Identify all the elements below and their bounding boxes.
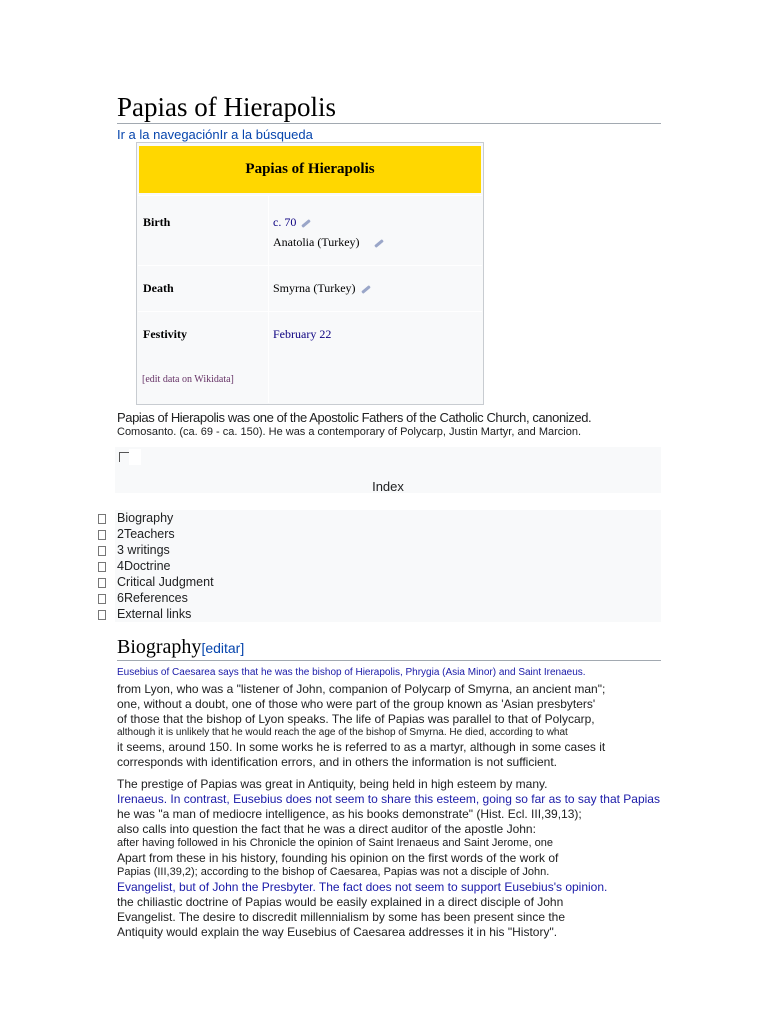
birth-place: Anatolia (Turkey) <box>273 235 384 250</box>
paragraph-line: Papias (III,39,2); according to the bishop of Caesarea, Papias was not a disciple of John. <box>117 866 550 878</box>
toc-list: Biography 2Teachers 3 writings 4Doctrine Critical Judgment 6References External links <box>115 510 661 622</box>
intro-line: Papias of Hierapolis was one of the Apostolic Fathers of the Catholic Church, canonized. <box>117 410 592 425</box>
death-label: Death <box>143 281 174 295</box>
toc-title: Index <box>372 479 404 494</box>
death-place: Smyrna (Turkey) <box>273 281 371 296</box>
title-divider <box>117 123 661 124</box>
paragraph-line: the chiliastic doctrine of Papias would be easily explained in a direct disciple of John <box>117 895 564 909</box>
section-divider <box>117 660 661 661</box>
toc-toggle-background <box>129 449 141 465</box>
checkbox-icon <box>98 562 106 572</box>
edit-section-link[interactable]: [editar] <box>201 640 245 656</box>
edit-wikidata-link[interactable]: [edit data on Wikidata] <box>142 374 234 385</box>
infobox-row-birth <box>138 195 482 266</box>
paragraph-line: Evangelist, but of John the Presbyter. The fact does not seem to support Eusebius's opinion. <box>117 880 608 894</box>
infobox-row-festivity <box>138 311 482 356</box>
pencil-icon[interactable] <box>361 285 371 294</box>
paragraph-line: Apart from these in his history, founding his opinion on the first words of the work of <box>117 851 559 865</box>
pencil-icon[interactable] <box>302 219 312 228</box>
paragraph-line: The prestige of Papias was great in Antiquity, being held in high esteem by many. <box>117 777 548 791</box>
paragraph-line: he was "a man of mediocre intelligence, as his books demonstrate" (Hist. Ecl. III,39,13); <box>117 807 582 821</box>
checkbox-icon <box>98 610 106 620</box>
festivity-label: Festivity <box>143 327 187 341</box>
checkbox-icon <box>98 530 106 540</box>
infobox-header: Papias of Hierapolis <box>139 146 481 193</box>
infobox-row-death <box>138 265 482 312</box>
checkbox-icon <box>98 578 106 588</box>
paragraph-line: also calls into question the fact that he was a direct auditor of the apostle John: <box>117 822 536 836</box>
birth-label: Birth <box>143 215 171 229</box>
infobox <box>136 142 484 405</box>
checkbox-icon <box>98 594 106 604</box>
intro-line: Comosanto. (ca. 69 - ca. 150). He was a contemporary of Polycarp, Justin Martyr, and Marcion. <box>117 426 582 438</box>
jump-links[interactable]: Ir a la navegaciónIr a la búsqueda <box>117 127 313 142</box>
paragraph-line: Irenaeus. In contrast, Eusebius does not seem to share this esteem, going so far as to say that Papias <box>117 792 660 806</box>
paragraph-line: of those that the bishop of Lyon speaks. The life of Papias was parallel to that of Polycarp, <box>117 712 595 726</box>
checkbox-icon <box>98 546 106 556</box>
paragraph-line: after having followed in his Chronicle the opinion of Saint Irenaeus and Saint Jerome, one <box>117 837 553 849</box>
pencil-icon[interactable] <box>374 239 384 248</box>
paragraph-line: one, without a doubt, one of those who were part of the group known as 'Asian presbyters' <box>117 697 596 711</box>
festivity-value[interactable]: February 22 <box>273 327 332 341</box>
paragraph-line: although it is unlikely that he would reach the age of the bishop of Smyrna. He died, according to what <box>117 727 568 738</box>
toc-toggle-icon[interactable] <box>119 452 129 462</box>
paragraph-line: Antiquity would explain the way Eusebius of Caesarea addresses it in his "History". <box>117 925 558 939</box>
section-heading-biography: Biography[editar] <box>117 636 245 658</box>
toc-header <box>115 447 661 493</box>
paragraph-line: Evangelist. The desire to discredit millennialism by some has been present since the <box>117 910 566 924</box>
paragraph-line: from Lyon, who was a "listener of John, companion of Polycarp of Smyrna, an ancient man"; <box>117 682 606 696</box>
paragraph-line: Eusebius of Caesarea says that he was the bishop of Hierapolis, Phrygia (Asia Minor) and Saint Irenaeus. <box>117 667 586 678</box>
paragraph-line: it seems, around 150. In some works he is referred to as a martyr, although in some cases it <box>117 740 606 754</box>
page-title: Papias of Hierapolis <box>117 92 336 122</box>
checkbox-icon <box>98 514 106 524</box>
birth-date[interactable]: c. 70 <box>273 215 311 230</box>
paragraph-line: corresponds with identification errors, and in others the information is not sufficient. <box>117 755 558 769</box>
